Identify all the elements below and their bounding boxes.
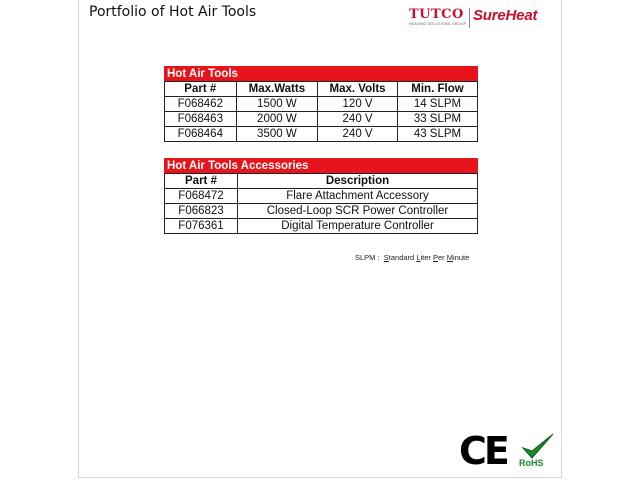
table-cell: 1500 W — [236, 97, 318, 112]
table-cell: F066823 — [165, 204, 238, 219]
column-header: Description — [238, 174, 478, 189]
table-cell: F068472 — [165, 189, 238, 204]
table-row — [165, 97, 478, 112]
table-cell: 3500 W — [236, 127, 318, 142]
table-cell: 120 V — [318, 97, 398, 112]
footnote-word-rest: iter — [420, 253, 431, 262]
table-row — [165, 112, 478, 127]
table-cell: F068464 — [165, 127, 237, 142]
table-row — [165, 219, 478, 234]
table-caption-row — [165, 159, 478, 174]
column-header: Part # — [165, 82, 237, 97]
column-header: Part # — [165, 174, 238, 189]
table-cell: Closed-Loop SCR Power Controller — [238, 204, 478, 219]
ce-mark: CE — [459, 429, 507, 473]
table-row — [165, 189, 478, 204]
column-header: Max.Watts — [236, 82, 318, 97]
table-cell: Digital Temperature Controller — [238, 219, 478, 234]
table-header-row — [165, 174, 478, 189]
table-cell: F068462 — [165, 97, 237, 112]
table-caption: Hot Air Tools Accessories — [165, 159, 478, 174]
column-header: Max. Volts — [318, 82, 398, 97]
logo-divider — [469, 8, 470, 28]
table-cell: 33 SLPM — [397, 112, 477, 127]
table-row — [165, 204, 478, 219]
tutco-logo-word: TUTCO — [409, 7, 464, 22]
column-header: Min. Flow — [397, 82, 477, 97]
hot-air-tools-table — [164, 66, 478, 142]
table-cell: 43 SLPM — [397, 127, 477, 142]
table-cell: 2000 W — [236, 112, 318, 127]
table-caption-row — [165, 67, 478, 82]
footnote-initial: S — [383, 253, 389, 262]
rohs-badge — [517, 432, 557, 472]
slide — [78, 0, 562, 478]
sureheat-logo: SureHeat — [473, 7, 538, 24]
footnote-initial: P — [433, 253, 439, 262]
footnote-word-rest: inute — [453, 253, 470, 262]
rohs-label: RoHS — [519, 458, 544, 468]
footnote-word-rest: tandard — [388, 253, 415, 262]
tutco-logo — [409, 8, 467, 30]
table-cell: F068463 — [165, 112, 237, 127]
footnote-word-rest: er — [438, 253, 445, 262]
table-caption: Hot Air Tools — [165, 67, 478, 82]
table-cell: F076361 — [165, 219, 238, 234]
page-title: Portfolio of Hot Air Tools — [89, 4, 257, 20]
table-header-row — [165, 82, 478, 97]
footnote-initial: L — [416, 253, 421, 262]
slpm-footnote — [355, 253, 469, 262]
accessories-table — [164, 158, 478, 234]
table-cell: Flare Attachment Accessory — [238, 189, 478, 204]
table-cell: 240 V — [318, 127, 398, 142]
footnote-prefix: SLPM : — [355, 253, 380, 262]
table-cell: 14 SLPM — [397, 97, 477, 112]
footnote-initial: M — [446, 253, 454, 262]
table-row — [165, 127, 478, 142]
tutco-logo-subtitle: HEATING SOLUTIONS GROUP — [409, 22, 467, 26]
table-cell: 240 V — [318, 112, 398, 127]
